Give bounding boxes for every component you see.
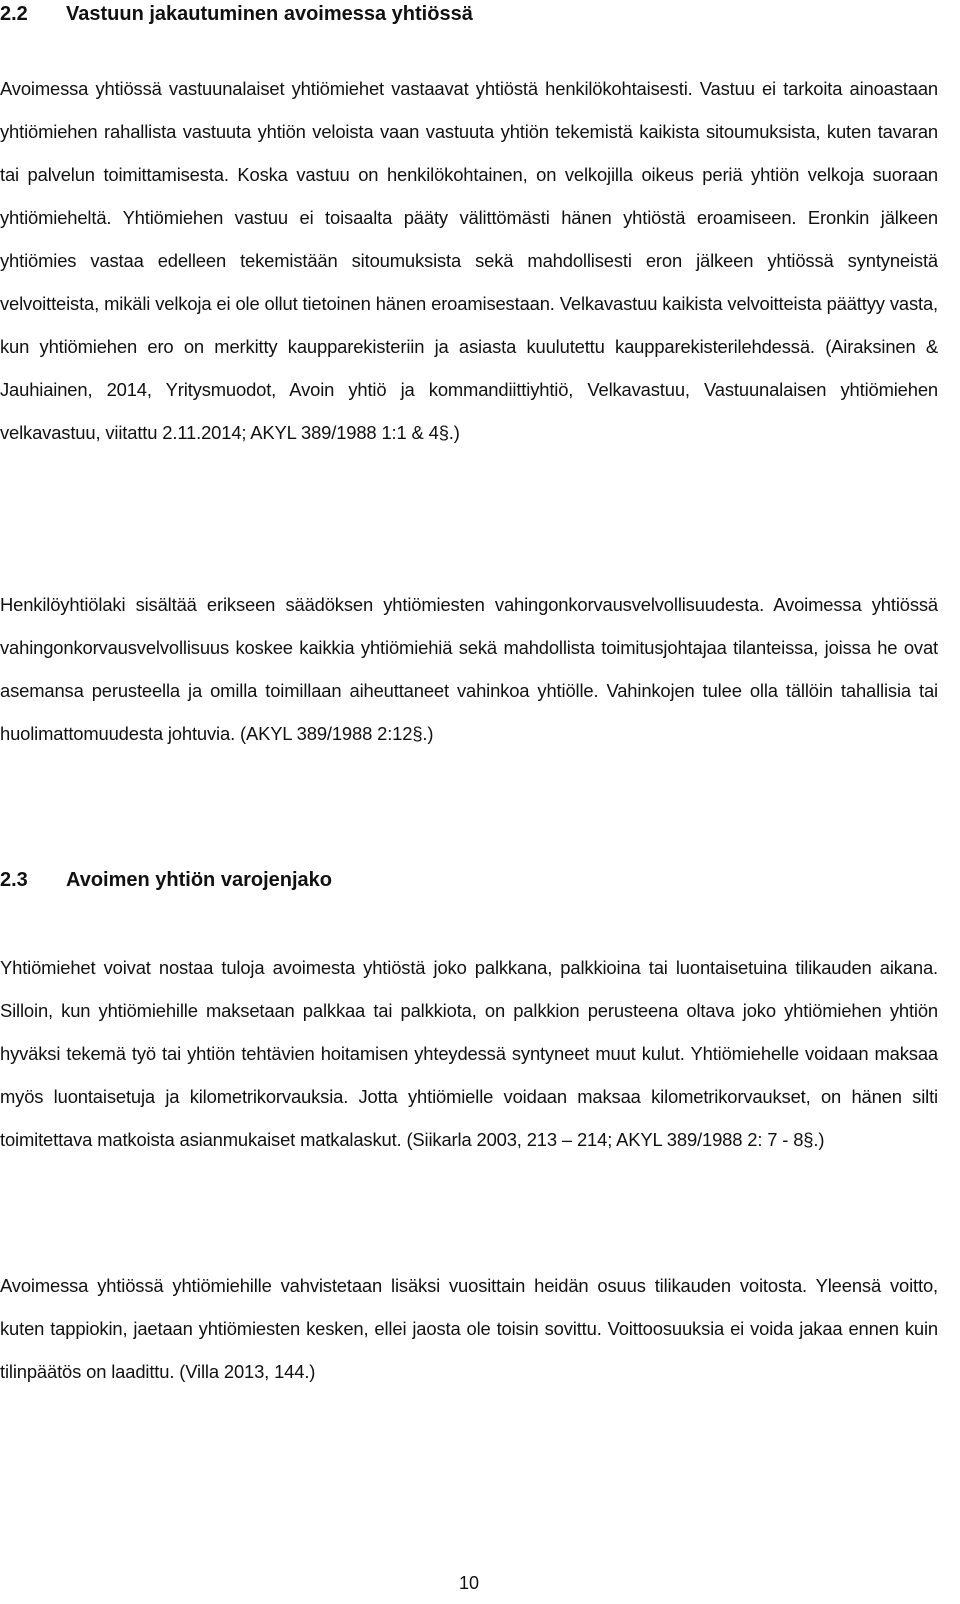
- section-title: Vastuun jakautuminen avoimessa yhtiössä: [66, 3, 473, 25]
- body-paragraph: Henkilöyhtiölaki sisältää erikseen säädöksen yhtiömiesten vahingonkorvausvelvollisuudesta. Avoimessa yhtiössä vahingonkorvausvelvollisuus koskee kaikkia yhtiömiehiä sekä mahdollista toimitusjohtajaa tilanteissa, joissa he ovat asemansa perusteella ja omilla toimillaan aiheuttaneet vahinkoa yhtiölle. Vahinkojen tulee olla tällöin tahallisia tai huolimattomuudesta johtuvia. (AKYL 389/1988 2:12§.): [0, 594, 938, 744]
- body-paragraph: Avoimessa yhtiössä yhtiömiehille vahvistetaan lisäksi vuosittain heidän osuus tilikauden voitosta. Yleensä voitto, kuten tappiokin, jaetaan yhtiömiesten kesken, ellei jaosta ole toisin sovittu. Voittoosuuksia ei voida jakaa ennen kuin tilinpäätös on laadittu. (Villa 2013, 144.): [0, 1275, 938, 1382]
- section-number: 2.2: [0, 3, 28, 25]
- section-number: 2.3: [0, 869, 28, 891]
- section-title: Avoimen yhtiön varojenjako: [66, 869, 332, 891]
- section-heading-2-3: [0, 868, 332, 892]
- body-paragraph: Avoimessa yhtiössä vastuunalaiset yhtiömiehet vastaavat yhtiöstä henkilökohtaisesti. Vastuu ei tarkoita ainoastaan yhtiömiehen rahallista vastuuta yhtiön veloista vaan vastuuta yhtiön tekemistä kaikista sitoumuksista, kuten tavaran tai palvelun toimittamisesta. Koska vastuu on henkilökohtainen, on velkojilla oikeus periä yhtiön velkoja suoraan yhtiömieheltä. Yhtiömiehen vastuu ei toisaalta pääty välittömästi hänen yhtiöstä eroamiseen. Eronkin jälkeen yhtiömies vastaa edelleen tekemistään sitoumuksista sekä mahdollisesti eron jälkeen yhtiössä syntyneistä velvoitteista, mikäli velkoja ei ole ollut tietoinen hänen eroamisestaan. Velkavastuu kaikista velvoitteista päättyy vasta, kun yhtiömiehen ero on merkitty kaupparekisteriin ja asiasta kuulutettu kaupparekisterilehdessä. (Airaksinen & Jauhiainen, 2014, Yritysmuodot, Avoin yhtiö ja kommandiittiyhtiö, Velkavastuu, Vastuunalaisen yhtiömiehen velkavastuu, viitattu 2.11.2014; AKYL 389/1988 1:1 & 4§.): [0, 78, 938, 443]
- body-paragraph: Yhtiömiehet voivat nostaa tuloja avoimesta yhtiöstä joko palkkana, palkkioina tai luontaisetuina tilikauden aikana. Silloin, kun yhtiömiehille maksetaan palkkaa tai palkkiota, on palkkion perusteena oltava joko yhtiömiehen yhtiön hyväksi tekemä työ tai yhtiön tehtävien hoitamisen yhteydessä syntyneet muut kulut. Yhtiömiehelle voidaan maksaa myös luontaisetuja ja kilometrikorvauksia. Jotta yhtiömielle voidaan maksaa kilometrikorvaukset, on hänen silti toimitettava matkoista asianmukaiset matkalaskut. (Siikarla 2003, 213 – 214; AKYL 389/1988 2: 7 - 8§.): [0, 957, 938, 1150]
- section-heading-2-2: [0, 2, 473, 26]
- page-number: 10: [458, 1573, 480, 1593]
